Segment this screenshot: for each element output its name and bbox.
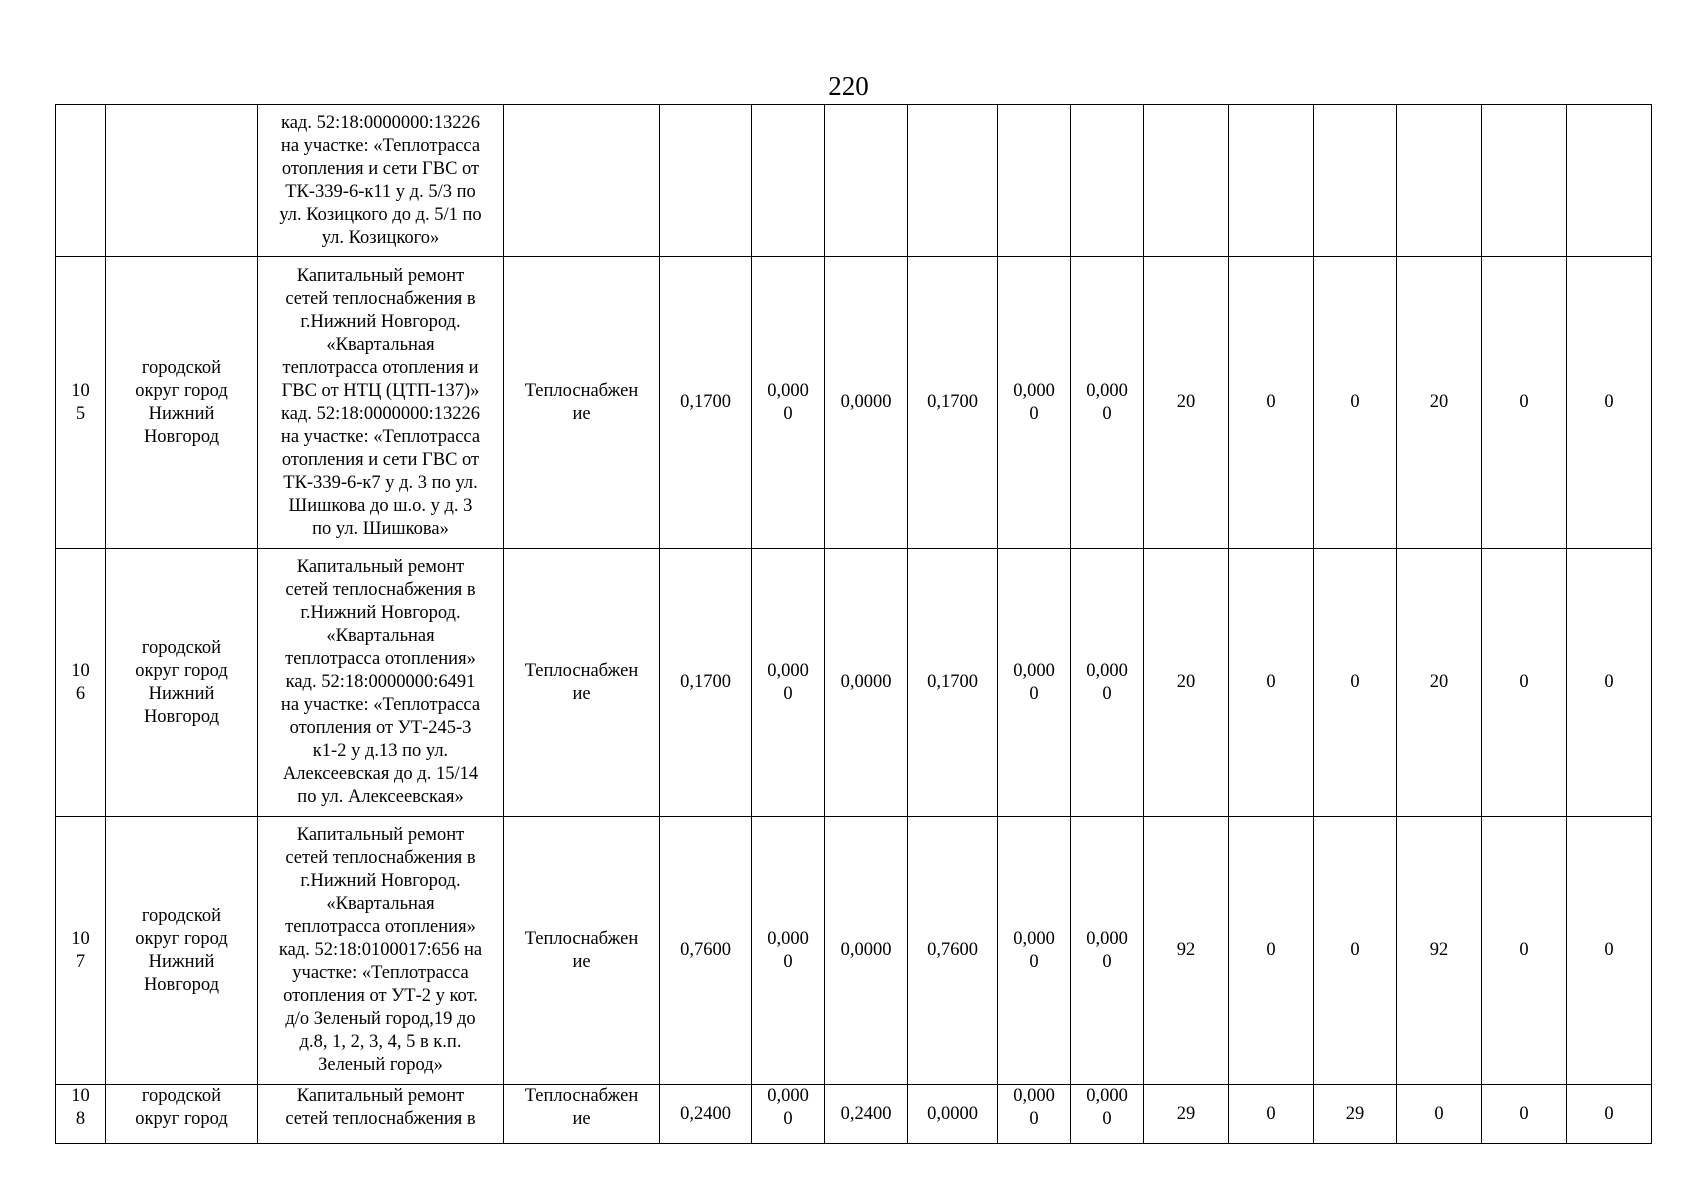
count-5-cell [1482,1085,1567,1144]
value-3-cell [825,257,908,549]
row-number-cell [56,257,106,549]
cell-line: Капитальный ремонт [296,825,465,845]
cell-line: кад. 52:18:0100017:656 на [278,940,483,960]
value-6-cell [1071,817,1144,1085]
cell-line: д.8, 1, 2, 3, 4, 5 в к.п. [299,1032,462,1052]
count-6-cell [1567,1085,1652,1144]
row-number-cell [56,1085,106,1144]
cell-line: городской [141,357,222,378]
municipality-cell [106,1085,258,1144]
cell-line: городской [141,1086,222,1106]
cell-line: Новгород [143,974,220,995]
cell-line: Новгород [143,706,220,727]
cell-line: 92 [1429,940,1449,960]
table-row [56,105,1652,257]
cell-line: 0 [1266,672,1276,692]
cell-line: 0 [783,403,793,424]
cell-line: д/о Зеленый город,19 до [285,1009,476,1029]
value-5-cell [998,105,1071,257]
cell-line: 0,1700 [927,392,978,412]
cell-line: 0 [1266,940,1276,960]
cell-line: 0,1700 [680,672,731,692]
cell-line: кад. 52:18:0000000:13226 [280,112,480,133]
value-6-cell [1071,549,1144,817]
value-1-cell [660,817,752,1085]
count-1-cell [1144,105,1229,257]
cell-line: 7 [75,951,86,972]
cell-line: «Квартальная [326,334,435,355]
count-4-cell [1397,817,1482,1085]
value-2-cell [752,817,825,1085]
cell-line: округ город [135,660,228,681]
count-1-cell [1144,257,1229,549]
value-3-cell [825,817,908,1085]
count-4-cell [1397,105,1482,257]
cell-line: 92 [1176,940,1196,960]
value-6-cell [1071,257,1144,549]
row-number-cell [56,105,106,257]
cell-line: Теплоснабжен [524,1086,639,1106]
cell-line: Капитальный ремонт [296,557,465,577]
table-body [56,105,1652,1144]
cell-line: к1-2 у д.13 по ул. [312,741,449,761]
cell-line: 0 [1604,672,1614,692]
count-3-cell [1314,1085,1397,1144]
cell-line: ие [572,951,591,972]
cell-line: на участке: «Теплотрасса [280,695,481,715]
cell-line: 0 [783,683,793,704]
cell-line: 0 [1519,392,1529,412]
cell-line: 0 [1519,1103,1529,1124]
count-2-cell [1229,1085,1314,1144]
description-cell [258,817,504,1085]
cell-line: отопления от УТ-245-3 [289,718,472,738]
cell-line: 0 [1102,403,1112,424]
value-5-cell [998,817,1071,1085]
cell-line: отопления и сети ГВС от [281,449,480,470]
cell-line: 0 [1029,951,1039,972]
count-6-cell [1567,257,1652,549]
cell-line: 20 [1429,392,1449,412]
cell-line: 5 [75,403,86,424]
cell-line: Теплоснабжен [524,928,639,949]
type-cell [504,817,660,1085]
cell-line: ие [572,403,591,424]
description-cell [258,105,504,257]
value-1-cell [660,1085,752,1144]
count-6-cell [1567,105,1652,257]
cell-line: 0,000 [767,928,809,949]
count-1-cell [1144,817,1229,1085]
cell-line: теплотрасса отопления» [285,649,476,669]
cell-line: ГВС от НТЦ (ЦТП-137)» [281,380,480,401]
count-5-cell [1482,257,1567,549]
cell-line: 0,0000 [840,672,892,692]
count-4-cell [1397,549,1482,817]
description-cell [258,1085,504,1144]
cell-line: 10 [71,928,90,949]
type-cell [504,257,660,549]
count-1-cell [1144,549,1229,817]
count-3-cell [1314,817,1397,1085]
data-table [55,104,1652,1144]
count-4-cell [1397,1085,1482,1144]
municipality-cell [106,549,258,817]
cell-line: ул. Козицкого» [321,227,440,248]
value-3-cell [825,105,908,257]
cell-line: г.Нижний Новгород. [300,603,461,623]
value-5-cell [998,549,1071,817]
cell-line: 10 [71,660,90,681]
count-6-cell [1567,549,1652,817]
cell-line: 0 [1029,403,1039,424]
count-5-cell [1482,817,1567,1085]
cell-line: ТК-339-6-к7 у д. 3 по ул. [283,472,478,493]
cell-line: 0 [1434,1103,1444,1124]
value-3-cell [825,549,908,817]
count-2-cell [1229,549,1314,817]
cell-line: сетей теплоснабжения в [285,288,476,309]
row-number-cell [56,549,106,817]
cell-line: 0 [1350,672,1360,692]
cell-line: сетей теплоснабжения в [285,848,476,868]
cell-line: 0 [1519,672,1529,692]
cell-line: ие [572,1109,591,1129]
cell-line: Шишкова до ш.о. у д. 3 [288,495,473,516]
value-2-cell [752,549,825,817]
value-2-cell [752,257,825,549]
cell-line: Капитальный ремонт [296,1086,465,1106]
cell-line: «Квартальная [326,894,435,914]
cell-line: округ город [135,928,228,949]
value-6-cell [1071,1085,1144,1144]
cell-line: 0,000 [767,1086,809,1106]
cell-line: отопления от УТ-2 у кот. [283,986,478,1006]
cell-line: кад. 52:18:0000000:13226 [280,403,480,424]
cell-line: 0 [1266,392,1276,412]
cell-line: 10 [71,1086,90,1106]
value-4-cell [908,105,998,257]
cell-line: 0 [1102,1109,1112,1129]
type-cell [504,549,660,817]
cell-line: 0 [1350,392,1360,412]
cell-line: 0,000 [1086,928,1128,949]
cell-line: 0 [1519,940,1529,960]
cell-line: городской [141,905,222,926]
table-row [56,549,1652,817]
value-1-cell [660,257,752,549]
cell-line: 0,0000 [927,1103,978,1124]
cell-line: 0,000 [1086,1086,1128,1106]
cell-line: сетей теплоснабжения в [285,580,476,600]
cell-line: 0 [1029,683,1039,704]
cell-line: 0,2400 [680,1103,731,1124]
value-4-cell [908,1085,998,1144]
cell-line: 20 [1429,672,1449,692]
description-cell [258,257,504,549]
cell-line: 0,000 [767,660,809,681]
row-number-cell [56,817,106,1085]
cell-line: Нижний [148,683,215,704]
cell-line: Капитальный ремонт [296,265,465,286]
value-1-cell [660,105,752,257]
count-2-cell [1229,817,1314,1085]
page-number: 220 [828,71,869,101]
count-4-cell [1397,257,1482,549]
cell-line: 0,0000 [840,392,892,412]
municipality-cell [106,817,258,1085]
cell-line: 0 [1350,940,1360,960]
value-2-cell [752,105,825,257]
cell-line: Зеленый город» [318,1055,443,1075]
cell-line: 0,1700 [680,392,731,412]
count-3-cell [1314,257,1397,549]
cell-line: ие [572,683,591,704]
cell-line: г.Нижний Новгород. [300,311,461,332]
value-6-cell [1071,105,1144,257]
municipality-cell [106,105,258,257]
cell-line: отопления и сети ГВС от [281,158,480,179]
cell-line: 0,000 [767,380,809,401]
cell-line: 0 [1604,940,1614,960]
cell-line: ТК-339-6-к11 у д. 5/3 по [285,181,476,202]
cell-line: теплотрасса отопления и [282,357,479,378]
cell-line: г.Нижний Новгород. [300,871,461,891]
cell-line: «Квартальная [326,626,435,646]
cell-line: кад. 52:18:0000000:6491 [285,672,476,692]
count-6-cell [1567,817,1652,1085]
count-3-cell [1314,549,1397,817]
count-5-cell [1482,549,1567,817]
count-1-cell [1144,1085,1229,1144]
cell-line: 0,1700 [927,672,978,692]
table-row [56,817,1652,1085]
cell-line: 0,000 [1013,928,1055,949]
value-2-cell [752,1085,825,1144]
description-cell [258,549,504,817]
cell-line: на участке: «Теплотрасса [280,135,481,156]
cell-line: 20 [1176,672,1196,692]
cell-line: 0,2400 [840,1103,892,1124]
municipality-cell [106,257,258,549]
cell-line: 0,000 [1086,380,1128,401]
cell-line: 8 [75,1109,86,1129]
cell-line: на участке: «Теплотрасса [280,426,481,447]
cell-line: 0,000 [1013,380,1055,401]
count-5-cell [1482,105,1567,257]
cell-line: 0 [783,951,793,972]
count-3-cell [1314,105,1397,257]
cell-line: 0 [1604,1103,1614,1124]
cell-line: Алексеевская до д. 15/14 [282,764,479,784]
cell-line: участке: «Теплотрасса [292,963,469,983]
count-2-cell [1229,105,1314,257]
cell-line: 0,000 [1013,660,1055,681]
cell-line: 0,000 [1013,1086,1055,1106]
type-cell [504,1085,660,1144]
cell-line: городской [141,637,222,658]
cell-line: 10 [71,380,90,401]
cell-line: сетей теплоснабжения в [285,1109,476,1129]
cell-line: 0 [1029,1109,1039,1129]
cell-line: ул. Козицкого до д. 5/1 по [279,204,482,225]
cell-line: Нижний [148,403,215,424]
value-1-cell [660,549,752,817]
cell-line: Теплоснабжен [524,380,639,401]
cell-line: по ул. Шишкова» [312,518,449,539]
cell-line: округ город [135,380,228,401]
cell-line: 0,0000 [840,940,892,960]
value-3-cell [825,1085,908,1144]
cell-line: Теплоснабжен [524,660,639,681]
cell-line: теплотрасса отопления» [285,917,476,937]
value-4-cell [908,257,998,549]
cell-line: 0,7600 [927,940,978,960]
value-5-cell [998,1085,1071,1144]
count-2-cell [1229,257,1314,549]
cell-line: 0 [1604,392,1614,412]
value-4-cell [908,549,998,817]
cell-line: по ул. Алексеевская» [297,787,464,807]
cell-line: 0 [783,1109,793,1129]
cell-line: округ город [135,1109,228,1129]
type-cell [504,105,660,257]
cell-line: 0 [1102,683,1112,704]
cell-line: Нижний [148,951,215,972]
table-row [56,257,1652,549]
cell-line: 6 [75,683,86,704]
value-4-cell [908,817,998,1085]
cell-line: 0 [1266,1103,1276,1124]
cell-line: 29 [1176,1103,1196,1124]
cell-line: 0,7600 [680,940,731,960]
cell-line: 0 [1102,951,1112,972]
cell-line: 29 [1345,1103,1365,1124]
cell-line: Новгород [143,426,220,447]
value-5-cell [998,257,1071,549]
table-row [56,1085,1652,1144]
cell-line: 20 [1176,392,1196,412]
cell-line: 0,000 [1086,660,1128,681]
